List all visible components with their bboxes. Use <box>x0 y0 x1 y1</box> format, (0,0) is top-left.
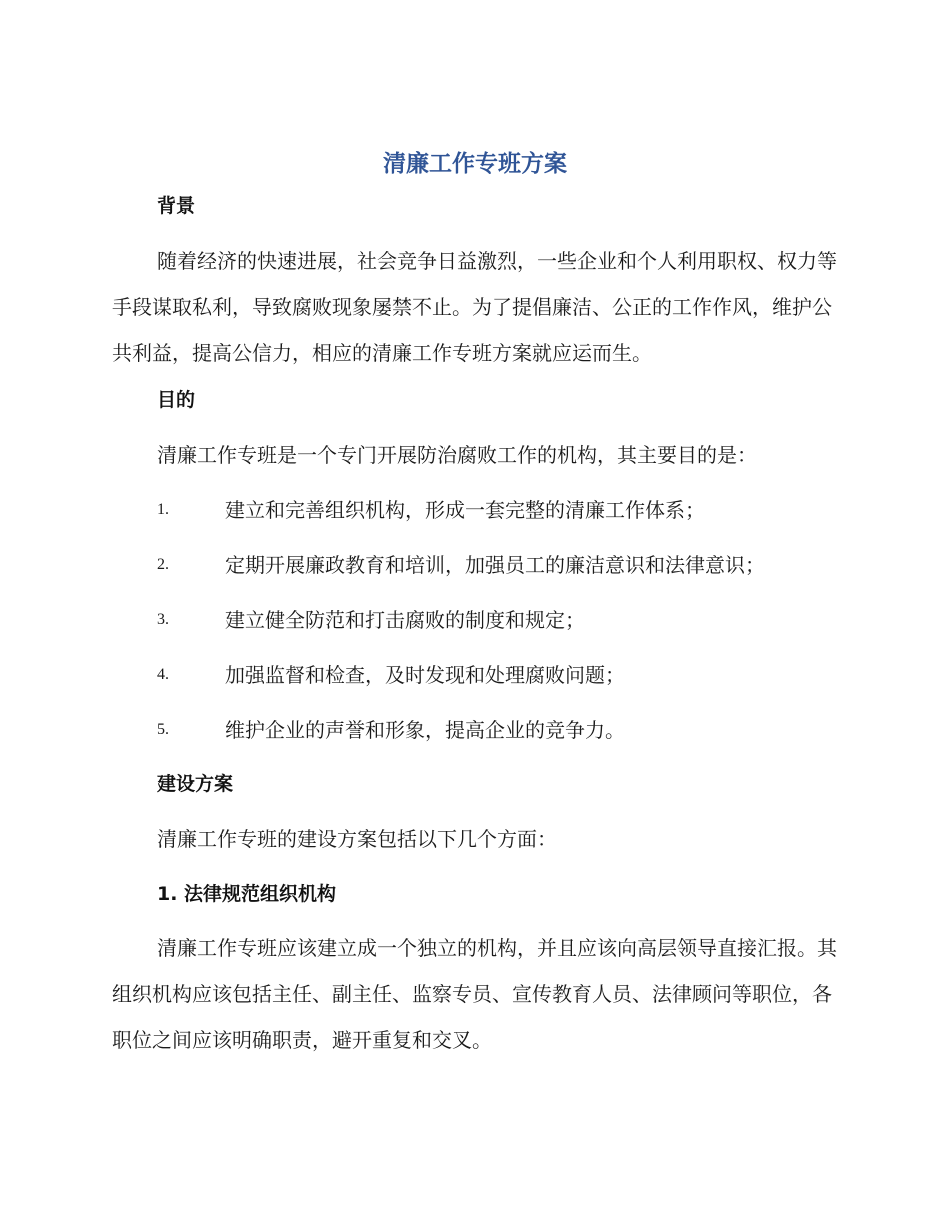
list-item-number: 4. <box>157 666 169 683</box>
list-item-text: 建立和完善组织机构，形成一套完整的清廉工作体系； <box>225 498 705 522</box>
subsection-heading-organization: 1. 法律规范组织机构 <box>157 883 337 905</box>
list-item-number: 1. <box>157 501 169 518</box>
purpose-intro: 清廉工作专班是一个专门开展防治腐败工作的机构，其主要目的是： <box>157 443 757 467</box>
list-item-text: 定期开展廉政教育和培训，加强员工的廉洁意识和法律意识； <box>225 553 765 577</box>
section-heading-background: 背景 <box>157 195 196 217</box>
background-paragraph: 随着经济的快速进展，社会竞争日益激烈，一些企业和个人利用职权、权力等手段谋取私利，导致腐败现象屡禁不止。为了提倡廉洁、公正的工作作风，维护公共利益，提高公信力，相应的清廉工作专班方案就应运而生。 <box>112 249 837 365</box>
list-item-number: 5. <box>157 721 169 738</box>
list-item-number: 3. <box>157 611 169 628</box>
section-heading-purpose: 目的 <box>157 389 196 411</box>
document-title: 清廉工作专班方案 <box>383 151 567 177</box>
list-item-text: 维护企业的声誉和形象，提高企业的竞争力。 <box>225 718 625 742</box>
plan-intro: 清廉工作专班的建设方案包括以下几个方面： <box>157 827 557 851</box>
list-item-text: 加强监督和检查，及时发现和处理腐败问题； <box>225 663 625 687</box>
organization-paragraph: 清廉工作专班应该建立成一个独立的机构，并且应该向高层领导直接汇报。其组织机构应该包括主任、副主任、监察专员、宣传教育人员、法律顾问等职位，各职位之间应该明确职责，避开重复和交叉。 <box>112 936 837 1052</box>
list-item-number: 2. <box>157 556 169 573</box>
section-heading-plan: 建设方案 <box>157 773 234 795</box>
list-item-text: 建立健全防范和打击腐败的制度和规定； <box>225 608 585 632</box>
